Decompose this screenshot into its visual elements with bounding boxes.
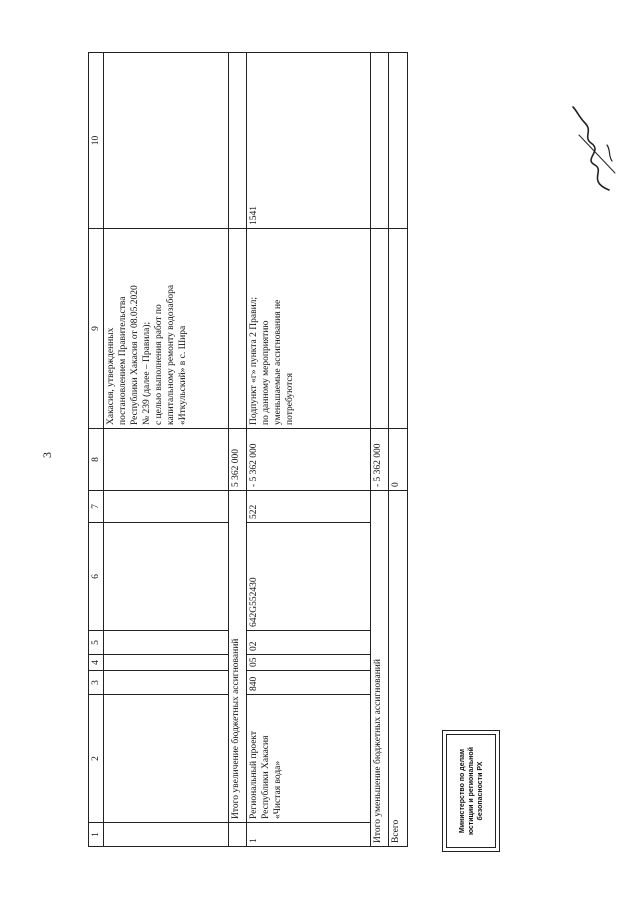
increase-total-label: Итого увеличение бюджетных ассигнований	[228, 491, 247, 823]
stamp-line: Министерство по делам	[458, 748, 466, 834]
amount-cell: - 5 362 000	[247, 429, 370, 491]
justification-cell	[247, 229, 370, 429]
budget-table	[88, 52, 408, 847]
decrease-total-row	[370, 53, 389, 847]
section-code: 05	[247, 655, 370, 671]
justification-line: уменьшаемые ассигнования не	[273, 299, 284, 425]
justification-line: Республики Хакасия от 08.05.2020	[130, 285, 141, 425]
grand-total-amount: 0	[389, 429, 408, 491]
header-cell: 2	[89, 695, 104, 823]
header-cell: 7	[89, 491, 104, 523]
stamp-line: юстиции и региональной	[467, 747, 475, 835]
header-cell: 6	[89, 523, 104, 631]
header-row	[89, 53, 104, 847]
justification-line: капитальному ремонту водозабора	[166, 284, 177, 425]
subsection-code: 02	[247, 631, 370, 655]
table-row	[104, 53, 229, 847]
decrease-total-amount: - 5 362 000	[370, 429, 389, 491]
project-name-line: Региональный проект	[249, 730, 260, 819]
decrease-total-label: Итого уменьшение бюджетных ассигнований	[370, 491, 389, 847]
header-cell: 10	[89, 53, 104, 229]
header-cell: 3	[89, 671, 104, 695]
project-name-cell	[247, 695, 370, 823]
page-number: 3	[40, 452, 54, 458]
project-name-line: Республики Хакасия	[261, 735, 272, 819]
project-name-line: «Чистая вода»	[273, 760, 284, 819]
justification-line: постановлением Правительства	[118, 296, 129, 425]
justification-line: потребуются	[285, 373, 296, 425]
justification-line: по данному мероприятию	[261, 320, 272, 425]
header-cell: 4	[89, 655, 104, 671]
target-article-code: 642G552430	[247, 523, 370, 631]
increase-total-row	[228, 53, 247, 847]
header-cell: 9	[89, 229, 104, 429]
code-cell: 1541	[247, 53, 370, 229]
justification-cell	[104, 229, 229, 429]
justification-line: № 239 (далее – Правила);	[142, 321, 153, 425]
justification-line: Подпункт «г» пункта 2 Правил;	[249, 296, 260, 425]
grand-total-row	[389, 53, 408, 847]
justification-line: «Иткульский» в с. Шира	[178, 325, 189, 425]
stamp-line: безопасности РХ	[476, 761, 484, 821]
table-row	[247, 53, 370, 847]
header-cell: 5	[89, 631, 104, 655]
header-cell: 1	[89, 823, 104, 847]
justification-line: с целью выполнения работ по	[154, 304, 165, 425]
grand-total-label: Всего	[389, 491, 408, 847]
expense-type-code: 522	[247, 491, 370, 523]
ministry-stamp	[442, 730, 500, 852]
signature	[565, 105, 620, 195]
header-cell: 8	[89, 429, 104, 491]
increase-total-amount: 5 362 000	[228, 429, 247, 491]
justification-line: Хакасия, утвержденных	[106, 327, 117, 425]
ministry-code: 840	[247, 671, 370, 695]
row-number: 1	[247, 823, 370, 847]
